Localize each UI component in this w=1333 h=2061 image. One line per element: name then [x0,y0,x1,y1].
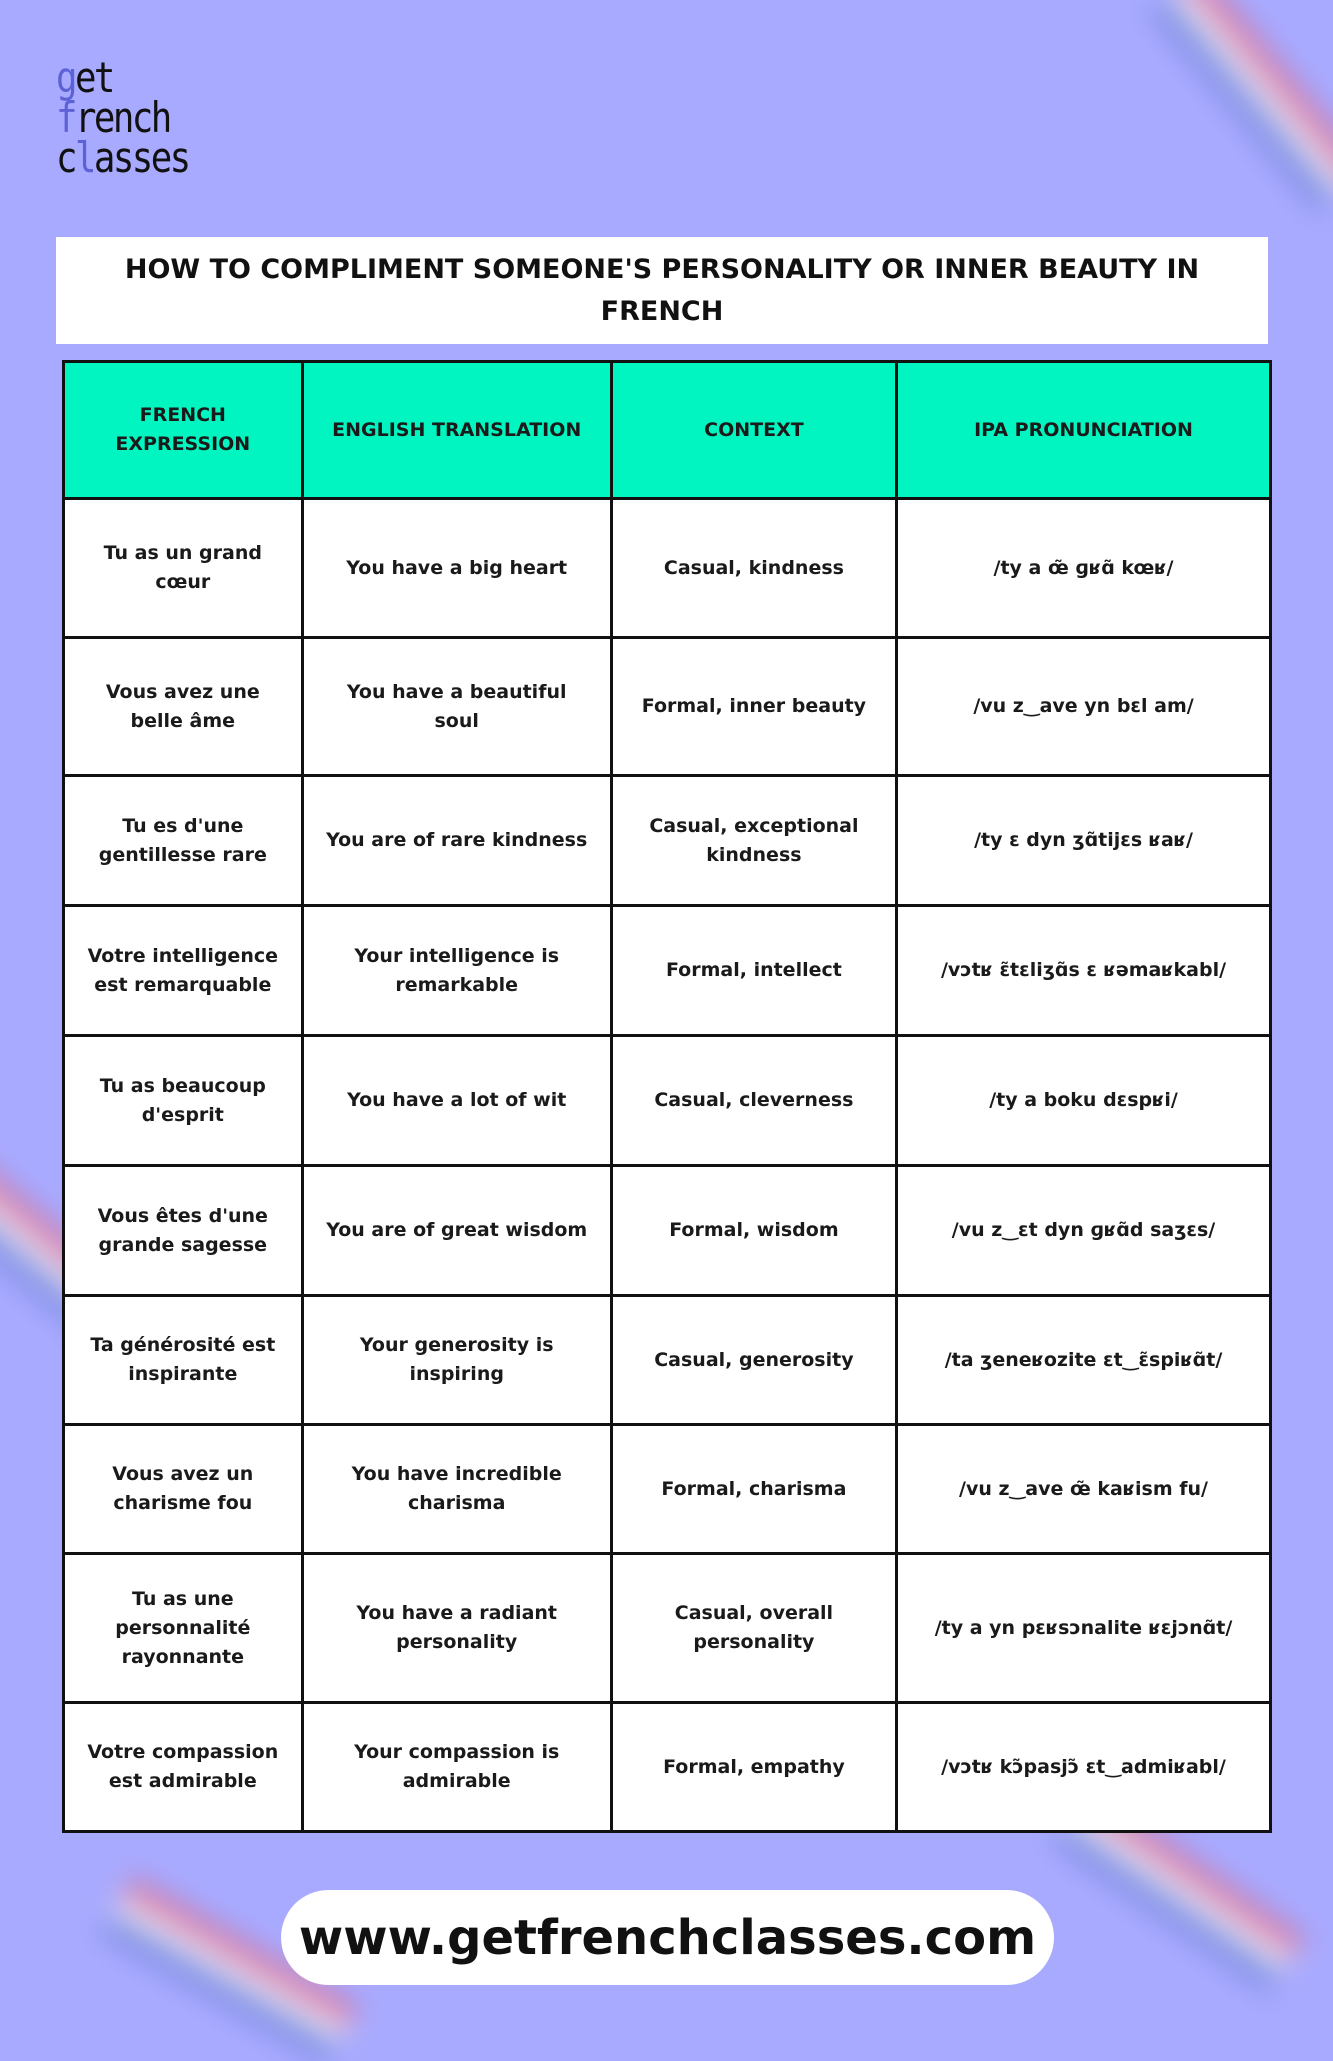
english-translation: You have a radiant personality [302,1554,611,1703]
phrases-table [62,360,1272,1833]
ipa-pronunciation: /ty a yn pɛʁsɔnalite ʁɛjɔnɑ̃t/ [897,1554,1271,1703]
context: Casual, overall personality [611,1554,896,1703]
context: Formal, wisdom [611,1166,896,1296]
ipa-pronunciation: /vɔtʁ ɛ̃tɛliʒɑ̃s ɛ ʁəmaʁkabl/ [897,906,1271,1036]
table-row [64,906,1271,1036]
english-translation: You have a beautiful soul [302,638,611,776]
french-expression: Vous êtes d'une grande sagesse [64,1166,303,1296]
context: Casual, kindness [611,499,896,638]
french-expression: Vous avez une belle âme [64,638,303,776]
column-header: IPA PRONUNCIATION [897,362,1271,499]
english-translation: You have a lot of wit [302,1036,611,1166]
table-row [64,1554,1271,1703]
table-row [64,1166,1271,1296]
column-header: FRENCH EXPRESSION [64,362,303,499]
english-translation: You have a big heart [302,499,611,638]
ipa-pronunciation: /ty a boku dɛspʁi/ [897,1036,1271,1166]
table-row [64,1703,1271,1832]
context: Formal, charisma [611,1425,896,1554]
french-expression: Tu as une personnalité rayonnante [64,1554,303,1703]
ipa-pronunciation: /vu z‿ave yn bɛl am/ [897,638,1271,776]
context: Formal, empathy [611,1703,896,1832]
french-expression: Tu es d'une gentillesse rare [64,776,303,906]
ipa-pronunciation: /vu z‿ɛt dyn ɡʁɑ̃d saʒɛs/ [897,1166,1271,1296]
logo: get french classes [56,53,189,182]
context: Casual, cleverness [611,1036,896,1166]
english-translation: Your compassion is admirable [302,1703,611,1832]
english-translation: You are of rare kindness [302,776,611,906]
ipa-pronunciation: /ta ʒeneʁozite ɛt‿ɛ̃spiʁɑ̃t/ [897,1296,1271,1425]
english-translation: Your generosity is inspiring [302,1296,611,1425]
table-row [64,1296,1271,1425]
ipa-pronunciation: /ty a œ̃ ɡʁɑ̃ kœʁ/ [897,499,1271,638]
french-expression: Votre compassion est admirable [64,1703,303,1832]
context: Casual, generosity [611,1296,896,1425]
column-header: CONTEXT [611,362,896,499]
ipa-pronunciation: /vu z‿ave œ̃ kaʁism fu/ [897,1425,1271,1554]
context: Casual, exceptional kindness [611,776,896,906]
table-row [64,499,1271,638]
english-translation: You are of great wisdom [302,1166,611,1296]
ipa-pronunciation: /ty ɛ dyn ʒɑ̃tijɛs ʁaʁ/ [897,776,1271,906]
table-row [64,638,1271,776]
context: Formal, intellect [611,906,896,1036]
website-url[interactable]: www.getfrenchclasses.com [281,1890,1054,1985]
context: Formal, inner beauty [611,638,896,776]
table-row [64,1036,1271,1166]
logo-text: et [74,53,113,102]
english-translation: Your intelligence is remarkable [302,906,611,1036]
page-title: HOW TO COMPLIMENT SOMEONE'S PERSONALITY OR INNER BEAUTY IN FRENCH [56,237,1268,344]
french-expression: Tu as un grand cœur [64,499,303,638]
french-expression: Tu as beaucoup d'esprit [64,1036,303,1166]
french-expression: Vous avez un charisme fou [64,1425,303,1554]
english-translation: You have incredible charisma [302,1425,611,1554]
table-row [64,776,1271,906]
french-expression: Votre intelligence est remarquable [64,906,303,1036]
table-row [64,1425,1271,1554]
ipa-pronunciation: /vɔtʁ kɔ̃pasjɔ̃ ɛt‿admiʁabl/ [897,1703,1271,1832]
french-expression: Ta générosité est inspirante [64,1296,303,1425]
column-header: ENGLISH TRANSLATION [302,362,611,499]
decor-stripe [1153,0,1333,209]
